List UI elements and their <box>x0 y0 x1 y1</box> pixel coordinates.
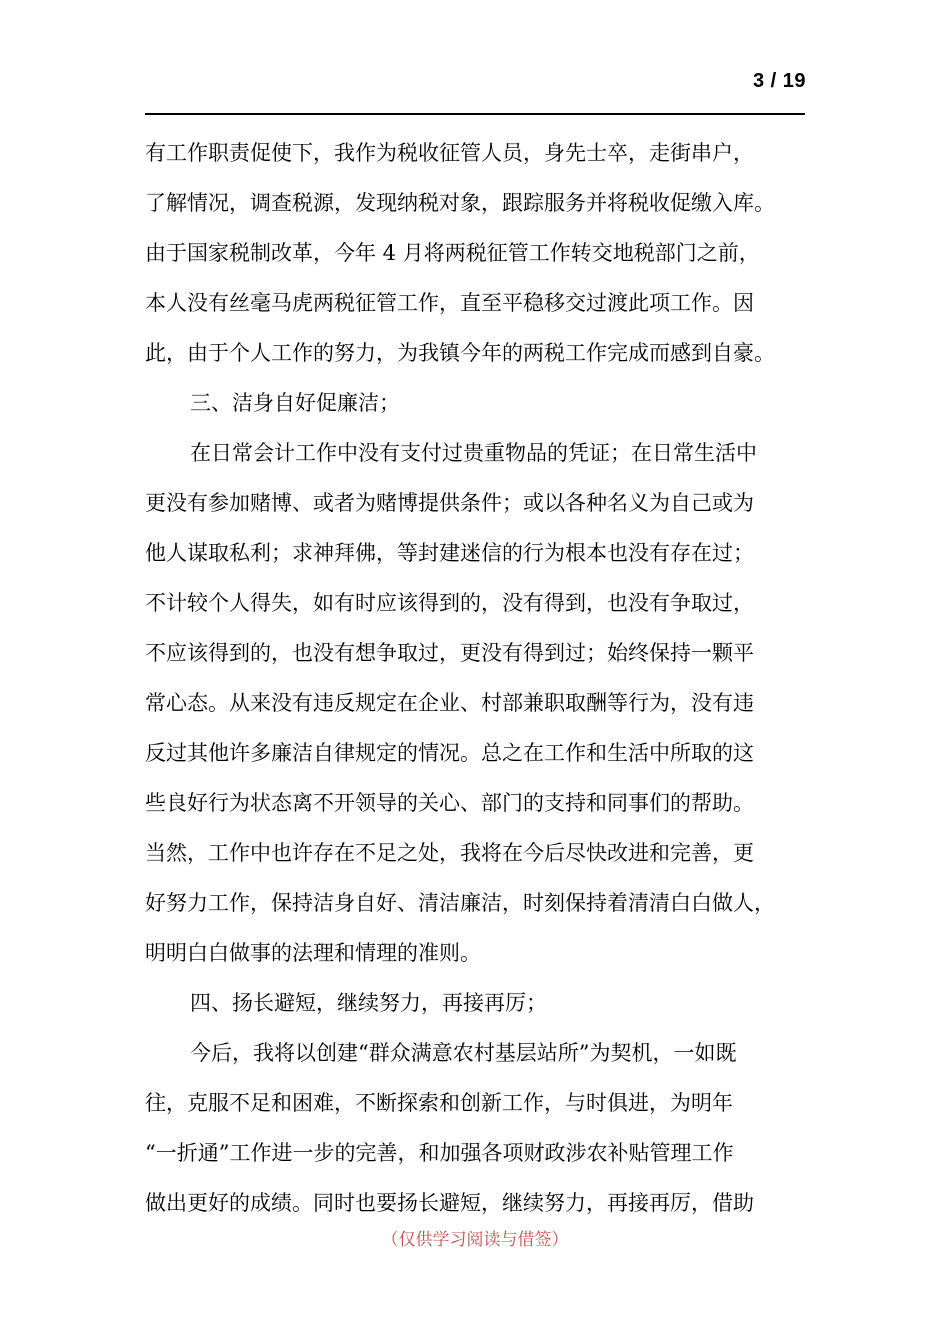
body-line: 不计较个人得失，如有时应该得到的，没有得到，也没有争取过， <box>145 591 754 615</box>
body-line: 有工作职责促使下，我作为税收征管人员，身先士卒，走街串户， <box>145 141 754 165</box>
body-line: 此，由于个人工作的努力，为我镇今年的两税工作完成而感到自豪。 <box>145 341 775 365</box>
body-line: “一折通”工作进一步的完善，和加强各项财政涉农补贴管理工作 <box>145 1141 734 1165</box>
page-number: 3 / 19 <box>752 70 806 92</box>
footer-note: （仅供学习阅读与借签） <box>381 1230 569 1250</box>
body-line: 反过其他许多廉洁自律规定的情况。总之在工作和生活中所取的这 <box>145 741 754 765</box>
body-line: 他人谋取私利；求神拜佛，等封建迷信的行为根本也没有存在过； <box>145 541 754 565</box>
body-line: 了解情况，调查税源，发现纳税对象，跟踪服务并将税收促缴入库。 <box>145 191 775 215</box>
section-heading: 四、扬长避短，继续努力，再接再厉； <box>190 991 547 1015</box>
body-line: 当然，工作中也许存在不足之处，我将在今后尽快改进和完善，更 <box>145 841 754 865</box>
section-heading: 三、洁身自好促廉洁； <box>190 391 400 415</box>
body-line: 不应该得到的，也没有想争取过，更没有得到过；始终保持一颗平 <box>145 641 754 665</box>
body-line: 今后，我将以创建“群众满意农村基层站所”为契机，一如既 <box>190 1041 737 1065</box>
body-line: 往，克服不足和困难，不断探索和创新工作，与时俱进，为明年 <box>145 1091 733 1115</box>
body-line: 在日常会计工作中没有支付过贵重物品的凭证；在日常生活中 <box>190 441 757 465</box>
body-line: 好努力工作，保持洁身自好、清洁廉洁，时刻保持着清清白白做人， <box>145 891 775 915</box>
header-divider <box>145 113 805 115</box>
body-line: 本人没有丝毫马虎两税征管工作，直至平稳移交过渡此项工作。因 <box>145 291 754 315</box>
body-line: 由于国家税制改革，今年 4 月将两税征管工作转交地税部门之前， <box>145 241 760 265</box>
document-body <box>145 128 820 1228</box>
body-line: 明明白白做事的法理和情理的准则。 <box>145 941 481 965</box>
body-line: 更没有参加赌博、或者为赌博提供条件；或以各种名义为自己或为 <box>145 491 754 515</box>
body-line: 些良好行为状态离不开领导的关心、部门的支持和同事们的帮助。 <box>145 791 754 815</box>
body-line: 常心态。从来没有违反规定在企业、村部兼职取酬等行为，没有违 <box>145 691 754 715</box>
body-line: 做出更好的成绩。同时也要扬长避短，继续努力，再接再厉，借助 <box>145 1191 754 1215</box>
